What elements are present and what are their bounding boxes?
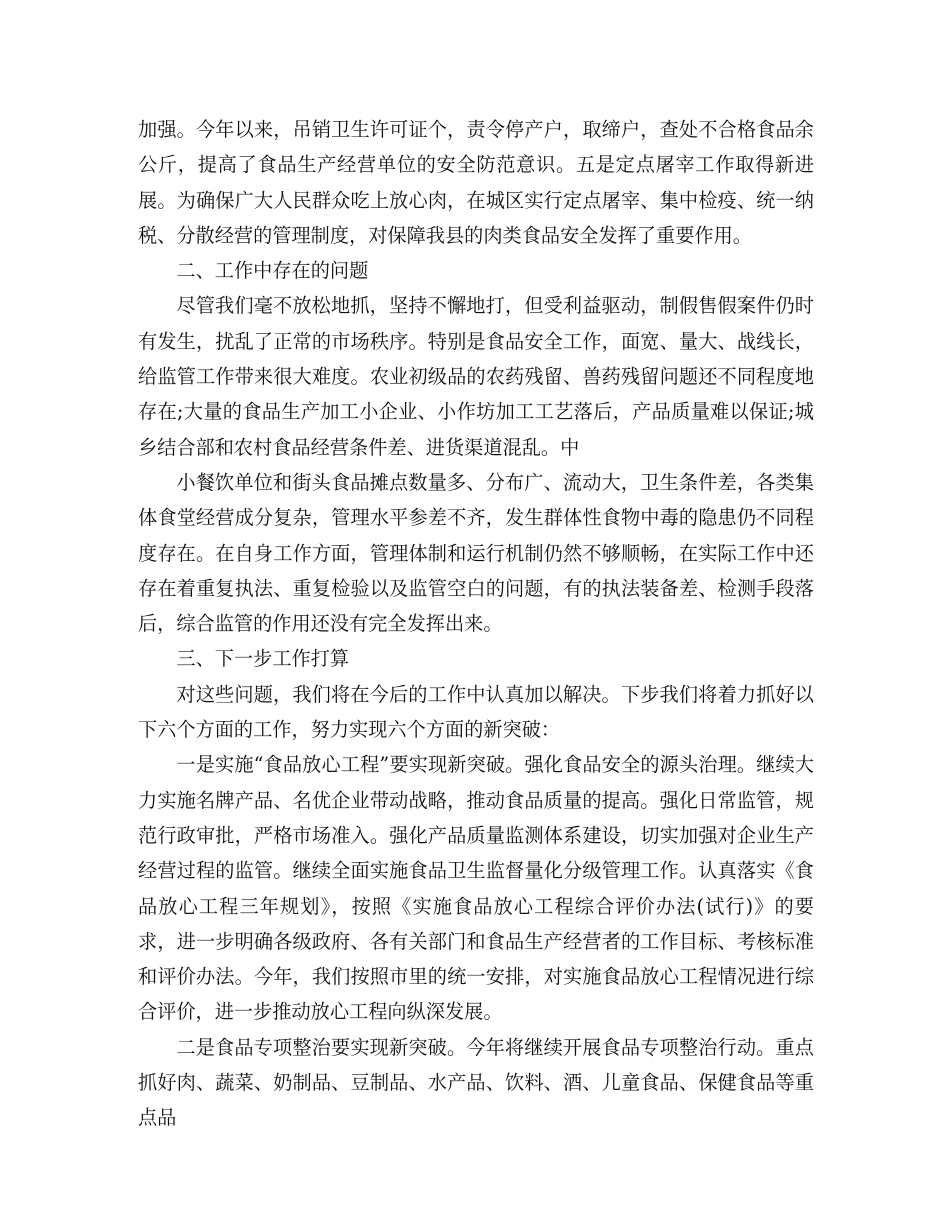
paragraph-1: 加强。今年以来，吊销卫生许可证个，责令停产户，取缔户，查处不合格食品余公斤，提高了食品生产经营单位的安全防范意识。五是定点屠宰工作取得新进展。为确保广大人民群众吃上放心肉，在城区实行定点屠宰、集中检疫、统一纳税、分散经营的管理制度，对保障我县的肉类食品安全发挥了重要作用。 xyxy=(138,118,814,247)
paragraph-6: 对这些问题，我们将在今后的工作中认真加以解决。下步我们将着力抓好以下六个方面的工作，努力实现六个方面的新突破： xyxy=(138,682,814,742)
document-page xyxy=(138,112,814,1136)
paragraph-7: 一是实施“食品放心工程”要实现新突破。强化食品安全的源头治理。继续大力实施名牌产品、名优企业带动战略，推动食品质量的提高。强化日常监管，规范行政审批，严格市场准入。强化产品质量监测体系建设，切实加强对企业生产经营过程的监管。继续全面实施食品卫生监督量化分级管理工作。认真落实《食品放心工程三年规划》，按照《实施食品放心工程综合评价办法(试行)》的要求，进一步明确各级政府、各有关部门和食品生产经营者的工作目标、考核标准和评价办法。今年，我们按照市里的统一安排，对实施食品放心工程情况进行综合评价，进一步推动放心工程向纵深发展。 xyxy=(138,753,814,1024)
paragraph-4: 小餐饮单位和街头食品摊点数量多、分布广、流动大，卫生条件差，各类集体食堂经营成分复杂，管理水平参差不齐，发生群体性食物中毒的隐患仍不同程度存在。在自身工作方面，管理体制和运行机制仍然不够顺畅，在实际工作中还存在着重复执法、重复检验以及监管空白的问题，有的执法装备差、检测手段落后，综合监管的作用还没有完全发挥出来。 xyxy=(138,470,814,636)
section-heading-3: 三、下一步工作打算 xyxy=(176,647,350,671)
paragraph-8: 二是食品专项整治要实现新突破。今年将继续开展食品专项整治行动。重点抓好肉、蔬菜、奶制品、豆制品、水产品、饮料、酒、儿童食品、保健食品等重点品 xyxy=(138,1035,814,1130)
section-heading-2: 二、工作中存在的问题 xyxy=(176,259,369,283)
paragraph-3: 尽管我们毫不放松地抓，坚持不懈地打，但受利益驱动，制假售假案件仍时有发生，扰乱了正常的市场秩序。特别是食品安全工作，面宽、量大、战线长，给监管工作带来很大难度。农业初级品的农药残留、兽药残留问题还不同程度地存在;大量的食品生产加工小企业、小作坊加工工艺落后，产品质量难以保证;城乡结合部和农村食品经营条件差、进货渠道混乱。中 xyxy=(138,294,814,459)
